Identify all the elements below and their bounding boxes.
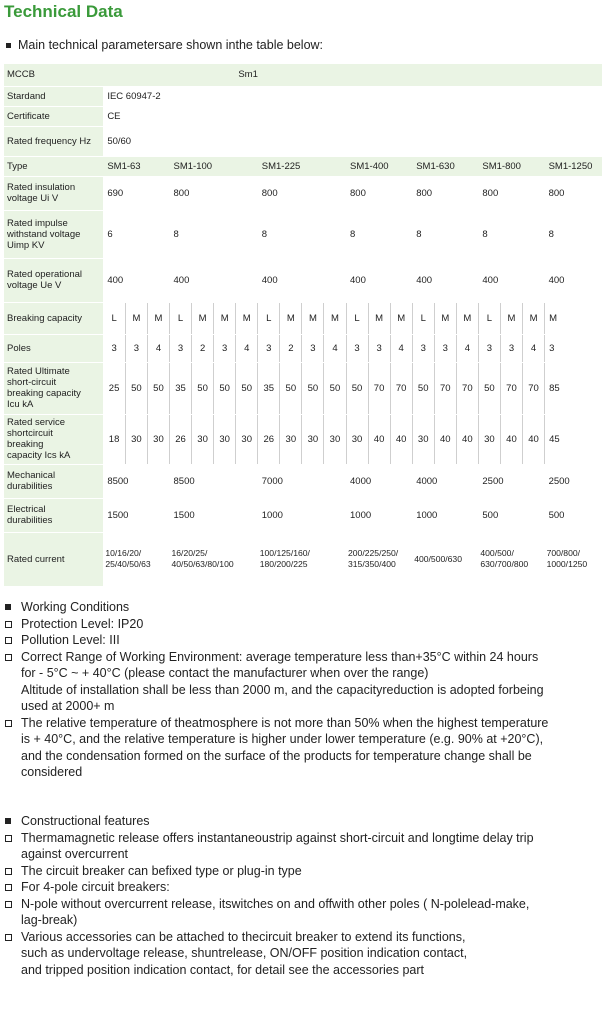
label-line: capacity Ics kA [7, 450, 71, 461]
cell-value: M [280, 302, 302, 334]
list-item: Thermamagnetic release offers instantaneoustrip against short-circuit and longtime delay trip [21, 830, 534, 845]
cell-value: 3 [302, 334, 324, 362]
cell-value: 30 [324, 414, 346, 464]
cell-value: L [258, 302, 280, 334]
intro-label: Main technical parametersare shown inthe table below: [18, 38, 324, 52]
cell-value: 1500 [170, 498, 258, 532]
cell-value: 50 [412, 362, 434, 414]
cell-value: M [236, 302, 258, 334]
table-row [4, 176, 602, 210]
intro-text [6, 38, 323, 52]
cell-line: 16/20/25/ [171, 548, 208, 558]
cell-value: 2 [192, 334, 214, 362]
cell-value: M [214, 302, 236, 334]
cell-value: 40 [523, 414, 545, 464]
table-row [4, 64, 602, 86]
cell-value: 4000 [346, 464, 412, 498]
cell-value: 25 [103, 362, 125, 414]
section-heading: Constructional features [21, 814, 150, 828]
row-label: Poles [4, 334, 103, 362]
row-label: Breaking capacity [4, 302, 103, 334]
cell-value: 40 [456, 414, 478, 464]
cell-value: 7000 [258, 464, 346, 498]
cell-value: 6 [103, 210, 169, 258]
list-item-line: for - 5°C ~ + 40°C (please contact the manufacturer when over the range) [21, 666, 429, 680]
cell-value: 8 [258, 210, 346, 258]
label-line: shortcircuit [7, 428, 53, 439]
list-item: The relative temperature of theatmosphere is not more than 50% when the highest temperature [21, 715, 549, 730]
cell-value: 3 [103, 334, 125, 362]
cell-line: 10/16/20/ [105, 548, 142, 558]
label-line: Rated insulation [7, 182, 76, 193]
cell-value: 30 [214, 414, 236, 464]
list-item: Various accessories can be attached to thecircuit breaker to extend its functions, [21, 929, 466, 944]
cell-value: 3 [125, 334, 147, 362]
cell-value: 70 [434, 362, 456, 414]
cell-value: M [147, 302, 169, 334]
cell-value: 400 [412, 258, 478, 302]
label-line: durabilities [7, 481, 53, 492]
cell-value: M [192, 302, 214, 334]
cell-value: 70 [500, 362, 522, 414]
cell-value: 4 [236, 334, 258, 362]
working-conditions-section [5, 599, 609, 781]
cell-value: M [523, 302, 545, 334]
table-row [4, 258, 602, 302]
cell-value: 400 [545, 258, 602, 302]
cell-value: 40 [368, 414, 390, 464]
cell-value: M [368, 302, 390, 334]
hollow-bullet-icon [5, 835, 12, 842]
bullet-icon [5, 818, 11, 824]
cell-value: 8 [346, 210, 412, 258]
cell-value: 3 [368, 334, 390, 362]
cell-value: 690 [103, 176, 169, 210]
cell-line: 200/225/250/ [348, 548, 399, 558]
cell-value: 400 [103, 258, 169, 302]
cell-value: 8 [478, 210, 544, 258]
cell-value: 70 [368, 362, 390, 414]
cell-value [478, 532, 544, 586]
cell-value: L [478, 302, 500, 334]
cell-value: 8500 [170, 464, 258, 498]
cell-value: 40 [390, 414, 412, 464]
list-item-line: such as undervoltage release, shuntrelease, ON/OFF position indication contact, [21, 946, 468, 960]
cell-line: 400/500/630 [414, 553, 462, 564]
cell-value: 50 [324, 362, 346, 414]
label-line: durabilities [7, 515, 53, 526]
cell-value: 2500 [478, 464, 544, 498]
cell-value: M [500, 302, 522, 334]
hollow-bullet-icon [5, 637, 12, 644]
cell-value: 3 [434, 334, 456, 362]
cell-value [545, 532, 602, 586]
label-line: Uimp KV [7, 239, 45, 251]
cell-value: 8 [412, 210, 478, 258]
list-item: Pollution Level: III [21, 633, 120, 647]
hollow-bullet-icon [5, 901, 12, 908]
label-line: voltage Ue V [7, 280, 62, 291]
cell-value: 3 [214, 334, 236, 362]
table-row [4, 156, 602, 176]
cell-value: 85 [545, 362, 602, 414]
cell-value: 40 [500, 414, 522, 464]
cell-value: 50 [302, 362, 324, 414]
table-row [4, 464, 602, 498]
cell-value: 70 [390, 362, 412, 414]
table-row [4, 106, 602, 126]
constructional-features-section [5, 813, 609, 978]
row-label [4, 210, 103, 258]
label-line: Rated impulse [7, 217, 68, 229]
row-label: Certificate [4, 106, 103, 126]
list-item-line: lag-break) [21, 913, 78, 927]
cell-value: 3 [170, 334, 192, 362]
cell-value: M [302, 302, 324, 334]
cell-value: 3 [346, 334, 368, 362]
cell-value: 50 [125, 362, 147, 414]
cell-line: 315/350/400 [348, 559, 396, 569]
cell-value: 4000 [412, 464, 478, 498]
cell-value [258, 532, 346, 586]
cell-value: 30 [192, 414, 214, 464]
table-row [4, 126, 602, 156]
cell-value: 30 [302, 414, 324, 464]
cell-value: 4 [324, 334, 346, 362]
bullet-icon [5, 604, 11, 610]
list-item: The circuit breaker can befixed type or plug-in type [21, 863, 302, 878]
hollow-bullet-icon [5, 654, 12, 661]
cell-value [346, 532, 412, 586]
row-label: MCCB [4, 64, 103, 86]
cell-value: SM1-225 [258, 156, 346, 176]
list-item-line: and the condensation formed on the surface of the products for temperature change shall be [21, 748, 532, 763]
technical-data-table [4, 64, 602, 587]
cell-value: 50 [214, 362, 236, 414]
cell-value: 50/60 [103, 126, 602, 156]
cell-value: M [125, 302, 147, 334]
row-label [4, 176, 103, 210]
cell-value: 45 [545, 414, 602, 464]
row-label [4, 258, 103, 302]
cell-value: 40 [434, 414, 456, 464]
table-row [4, 86, 602, 106]
cell-line: 1000/1250 [546, 559, 588, 569]
cell-value [412, 532, 478, 586]
table-row [4, 498, 602, 532]
label-line: Rated service [7, 417, 66, 428]
cell-value: 800 [346, 176, 412, 210]
cell-value: 35 [170, 362, 192, 414]
cell-value: 4 [523, 334, 545, 362]
label-line: Rated Ultimate [7, 366, 70, 377]
cell-value: SM1-1250 [545, 156, 602, 176]
cell-value: 1500 [103, 498, 169, 532]
cell-value: IEC 60947-2 [103, 86, 602, 106]
page-title: Technical Data [4, 2, 123, 21]
cell-value: SM1-630 [412, 156, 478, 176]
cell-value: 30 [412, 414, 434, 464]
cell-line: 700/800/ [546, 548, 581, 558]
row-label: Stardand [4, 86, 103, 106]
cell-value: Sm1 [103, 64, 602, 86]
row-label [4, 414, 103, 464]
list-item-line: considered [21, 765, 83, 779]
label-line: breaking [7, 439, 44, 450]
cell-line: 400/500/ [480, 548, 514, 558]
label-line: breaking capacity [7, 388, 81, 399]
section-heading: Working Conditions [21, 600, 130, 614]
cell-value: 800 [478, 176, 544, 210]
cell-value: 30 [280, 414, 302, 464]
label-line: short-circuit [7, 377, 57, 388]
list-item-line: Altitude of installation shall be less than 2000 m, and the capacityreduction is adopted forbeing [21, 682, 544, 697]
cell-line: 25/40/50/63 [105, 559, 151, 569]
cell-value: 800 [258, 176, 346, 210]
label-line: Mechanical [7, 470, 56, 481]
cell-value: 1000 [258, 498, 346, 532]
row-label [4, 498, 103, 532]
cell-value: M [390, 302, 412, 334]
cell-value: 8 [170, 210, 258, 258]
label-line: withstand voltage [7, 228, 81, 240]
cell-line: 180/200/225 [259, 559, 308, 569]
label-line: Rated operational [7, 269, 82, 280]
cell-value: L [170, 302, 192, 334]
cell-value: 400 [170, 258, 258, 302]
row-label [4, 362, 103, 414]
cell-value: 50 [192, 362, 214, 414]
cell-value: L [103, 302, 125, 334]
table-row [4, 532, 602, 586]
cell-value: 800 [170, 176, 258, 210]
cell-value: 4 [390, 334, 412, 362]
cell-value: 800 [545, 176, 602, 210]
cell-value: 400 [478, 258, 544, 302]
cell-value: 400 [346, 258, 412, 302]
bullet-icon [6, 43, 11, 48]
cell-value: 3 [545, 334, 602, 362]
cell-value: 400 [258, 258, 346, 302]
cell-value: SM1-100 [170, 156, 258, 176]
list-item: Protection Level: IP20 [21, 616, 144, 631]
hollow-bullet-icon [5, 720, 12, 727]
cell-value: 26 [170, 414, 192, 464]
cell-value: 70 [456, 362, 478, 414]
cell-line: 630/700/800 [480, 559, 529, 569]
cell-value: 3 [258, 334, 280, 362]
list-item: Correct Range of Working Environment: average temperature less than+35°C within 24 hours [21, 649, 539, 664]
table-row [4, 302, 602, 334]
hollow-bullet-icon [5, 884, 12, 891]
label-line: Electrical [7, 504, 46, 515]
row-label: Rated frequency Hz [4, 126, 103, 156]
row-label: Type [4, 156, 103, 176]
list-item: N-pole without overcurrent release, itswitches on and offwith other poles ( N-polelead-make, [21, 896, 530, 911]
cell-value: 30 [125, 414, 147, 464]
hollow-bullet-icon [5, 934, 12, 941]
cell-value: M [434, 302, 456, 334]
cell-value: 800 [412, 176, 478, 210]
list-item-line: is + 40°C, and the relative temperature is higher under lower temperature (e.g. 90% at +20°C), [21, 732, 544, 746]
cell-value: 1000 [346, 498, 412, 532]
cell-value: 30 [346, 414, 368, 464]
cell-value [103, 532, 169, 586]
cell-value: 50 [346, 362, 368, 414]
cell-value: 500 [478, 498, 544, 532]
cell-value: 4 [147, 334, 169, 362]
cell-value: 1000 [412, 498, 478, 532]
cell-value: 3 [500, 334, 522, 362]
cell-value: CE [103, 106, 602, 126]
label-line: Icu kA [7, 399, 34, 410]
cell-value: M [324, 302, 346, 334]
list-item-line: used at 2000+ m [21, 699, 115, 713]
list-item-line: against overcurrent [21, 847, 129, 861]
cell-value: 50 [147, 362, 169, 414]
cell-value: 30 [478, 414, 500, 464]
cell-value: 2500 [545, 464, 602, 498]
table-row [4, 362, 602, 414]
cell-value: 3 [412, 334, 434, 362]
cell-value: L [346, 302, 368, 334]
row-label: Rated current [4, 532, 103, 586]
cell-line: 40/50/63/80/100 [171, 559, 234, 569]
cell-value: SM1-63 [103, 156, 169, 176]
cell-value: 50 [236, 362, 258, 414]
cell-value: L [412, 302, 434, 334]
cell-value: 3 [478, 334, 500, 362]
cell-value: 18 [103, 414, 125, 464]
cell-value: 35 [258, 362, 280, 414]
hollow-bullet-icon [5, 868, 12, 875]
cell-value: 50 [280, 362, 302, 414]
cell-value: 2 [280, 334, 302, 362]
cell-value: 70 [523, 362, 545, 414]
table-row [4, 334, 602, 362]
cell-value: 30 [147, 414, 169, 464]
list-item: For 4-pole circuit breakers: [21, 880, 170, 894]
cell-value: M [545, 302, 602, 334]
cell-value: 8500 [103, 464, 169, 498]
cell-value: 8 [545, 210, 602, 258]
table-row [4, 414, 602, 464]
row-label [4, 464, 103, 498]
cell-value: 4 [456, 334, 478, 362]
cell-value: M [456, 302, 478, 334]
table-row [4, 210, 602, 258]
cell-value: SM1-800 [478, 156, 544, 176]
cell-value: 50 [478, 362, 500, 414]
cell-value: 500 [545, 498, 602, 532]
cell-value: 30 [236, 414, 258, 464]
cell-value [170, 532, 258, 586]
cell-value: SM1-400 [346, 156, 412, 176]
cell-line: 100/125/160/ [259, 548, 310, 558]
hollow-bullet-icon [5, 621, 12, 628]
label-line: voltage Ui V [7, 193, 59, 204]
cell-value: 26 [258, 414, 280, 464]
list-item-line: and tripped position indication contact, for detail see the accessories part [21, 962, 425, 977]
